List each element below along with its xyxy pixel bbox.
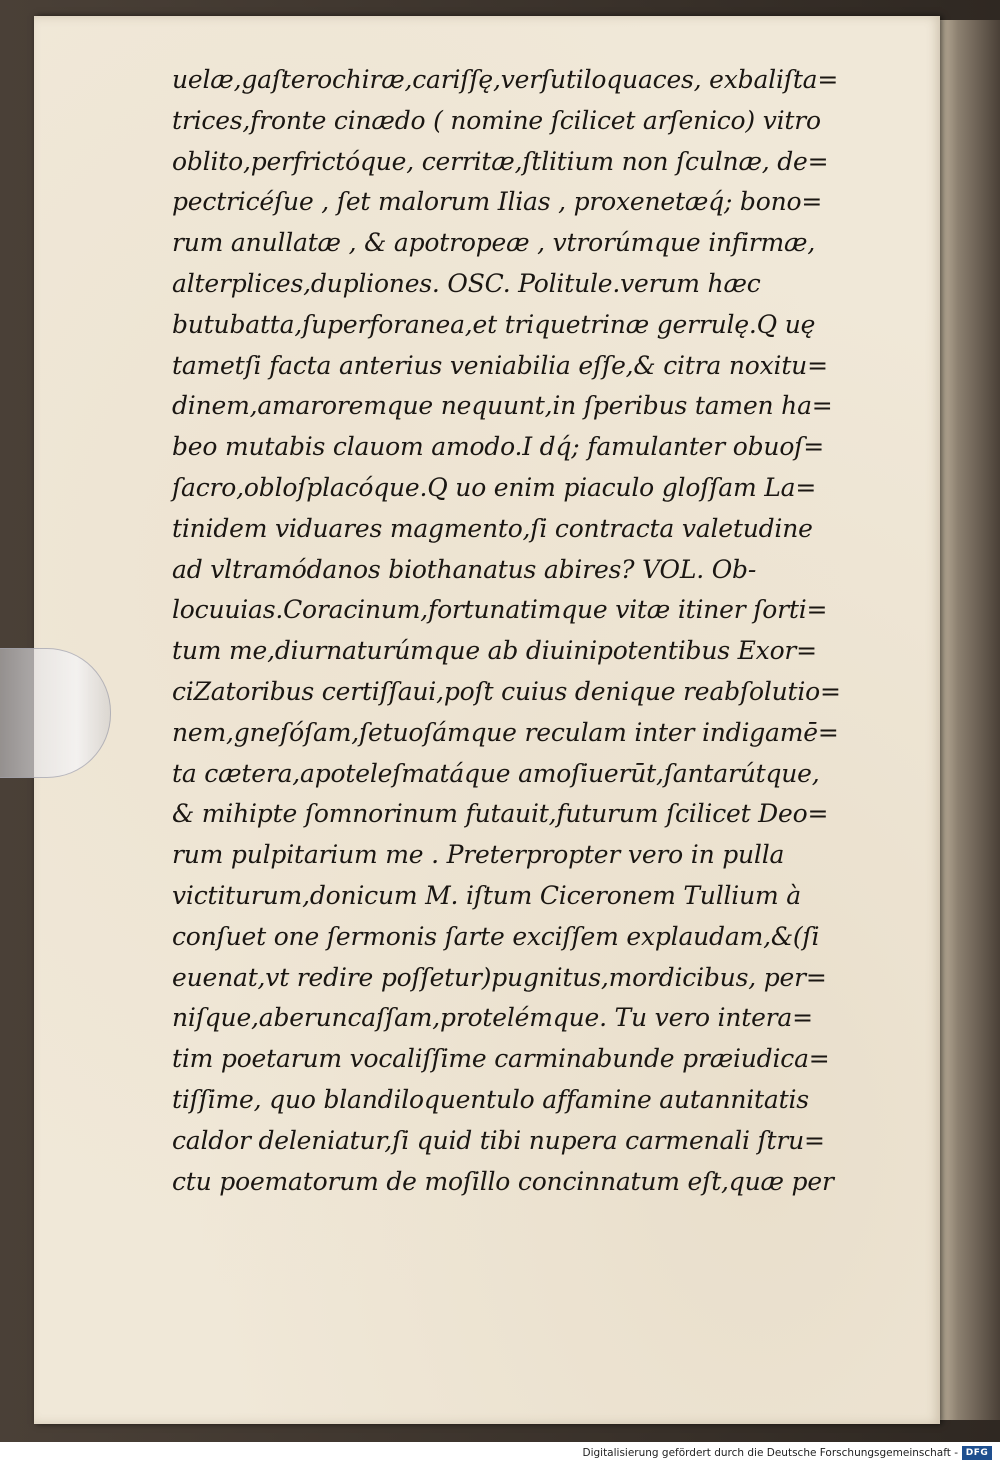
text-line: tinidem viduares magmento,ſi contracta valetudine xyxy=(172,513,813,543)
text-line: trices,fronte cinædo ( nomine ſcilicet arſenico) vitro xyxy=(172,105,821,135)
text-line: locuuias.Coracinum,fortunatimque vitæ itiner ſorti= xyxy=(172,595,828,625)
text-line: oblito,perfrictóque, cerritæ,ſtlitium non ſculnæ, de= xyxy=(172,146,829,176)
footer-bar xyxy=(0,1442,1000,1463)
text-line: ctu poematorum de moſillo concinnatum eſt,quæ per xyxy=(172,1166,834,1196)
text-line: ad vltramódanos biothanatus abires? VOL. Ob- xyxy=(172,554,757,584)
text-line: tametſi facta anterius veniabilia eſſe,& citra noxitu= xyxy=(172,350,828,380)
text-line: tim poetarum vocaliſſime carminabunde præiudica= xyxy=(172,1044,830,1074)
text-line: rum pulpitarium me . Preterpropter vero in pulla xyxy=(172,840,785,870)
text-line: victiturum,donicum M. iſtum Ciceronem Tullium à xyxy=(172,880,801,910)
dfg-logo: DFG xyxy=(962,1446,992,1460)
text-line: tiſſime, quo blandiloquentulo affamine autannitatis xyxy=(172,1084,809,1114)
text-line: alterplices,dupliones. OSC. Politule.verum hæc xyxy=(172,268,761,298)
text-line: pectricéſue , ſet malorum Ilias , proxenetæq́; bono= xyxy=(172,187,823,217)
text-line: butubatta,ſuperforanea,et triquetrinæ gerrulę.Q uę xyxy=(172,309,816,339)
text-line: beo mutabis clauom amodo.I dq́; famulanter obuoſ= xyxy=(172,432,824,462)
text-line: & mihipte ſomnorinum futauit,futurum ſcilicet Deo= xyxy=(172,799,829,829)
text-line: tum me,diurnaturúmque ab diuinipotentibus Exor= xyxy=(172,636,817,666)
text-line: ciZatoribus certiſſaui,poſt cuius denique reabſolutio= xyxy=(172,676,841,706)
text-line: ta cætera,apoteleſmatáque amoſiuerūt,ſantarútque, xyxy=(172,758,820,788)
text-line: rum anullatæ , & apotropeæ , vtrorúmque infirmæ, xyxy=(172,228,816,258)
text-line: niſque,aberuncaſſam,protelémque. Tu vero intera= xyxy=(172,1003,813,1033)
text-line: nem,gneſóſam,ſetuoſámque reculam inter indigamē= xyxy=(172,717,839,747)
text-line: ſacro,obloſplacóque.Q uo enim piaculo gloſſam La= xyxy=(172,472,817,502)
page-edge xyxy=(940,20,1000,1420)
text-line: dinem,amaroremque nequunt,in ſperibus tamen ha= xyxy=(172,391,833,421)
text-line: euenat,vt redire poſſetur)pugnitus,mordicibus, per= xyxy=(172,962,827,992)
funding-notice: Digitalisierung gefördert durch die Deutsche Forschungsgemeinschaft - xyxy=(582,1446,958,1459)
text-line: caldor deleniatur,ſi quid tibi nupera carmenali ſtru= xyxy=(172,1125,825,1155)
page-text xyxy=(172,60,920,1202)
text-line: uelæ,gaſterochiræ,cariſſę,verſutiloquaces, exbaliſta= xyxy=(172,65,839,94)
text-line: conſuet one ſermonis ſarte exciſſem explaudam,&(ſi xyxy=(172,921,820,951)
